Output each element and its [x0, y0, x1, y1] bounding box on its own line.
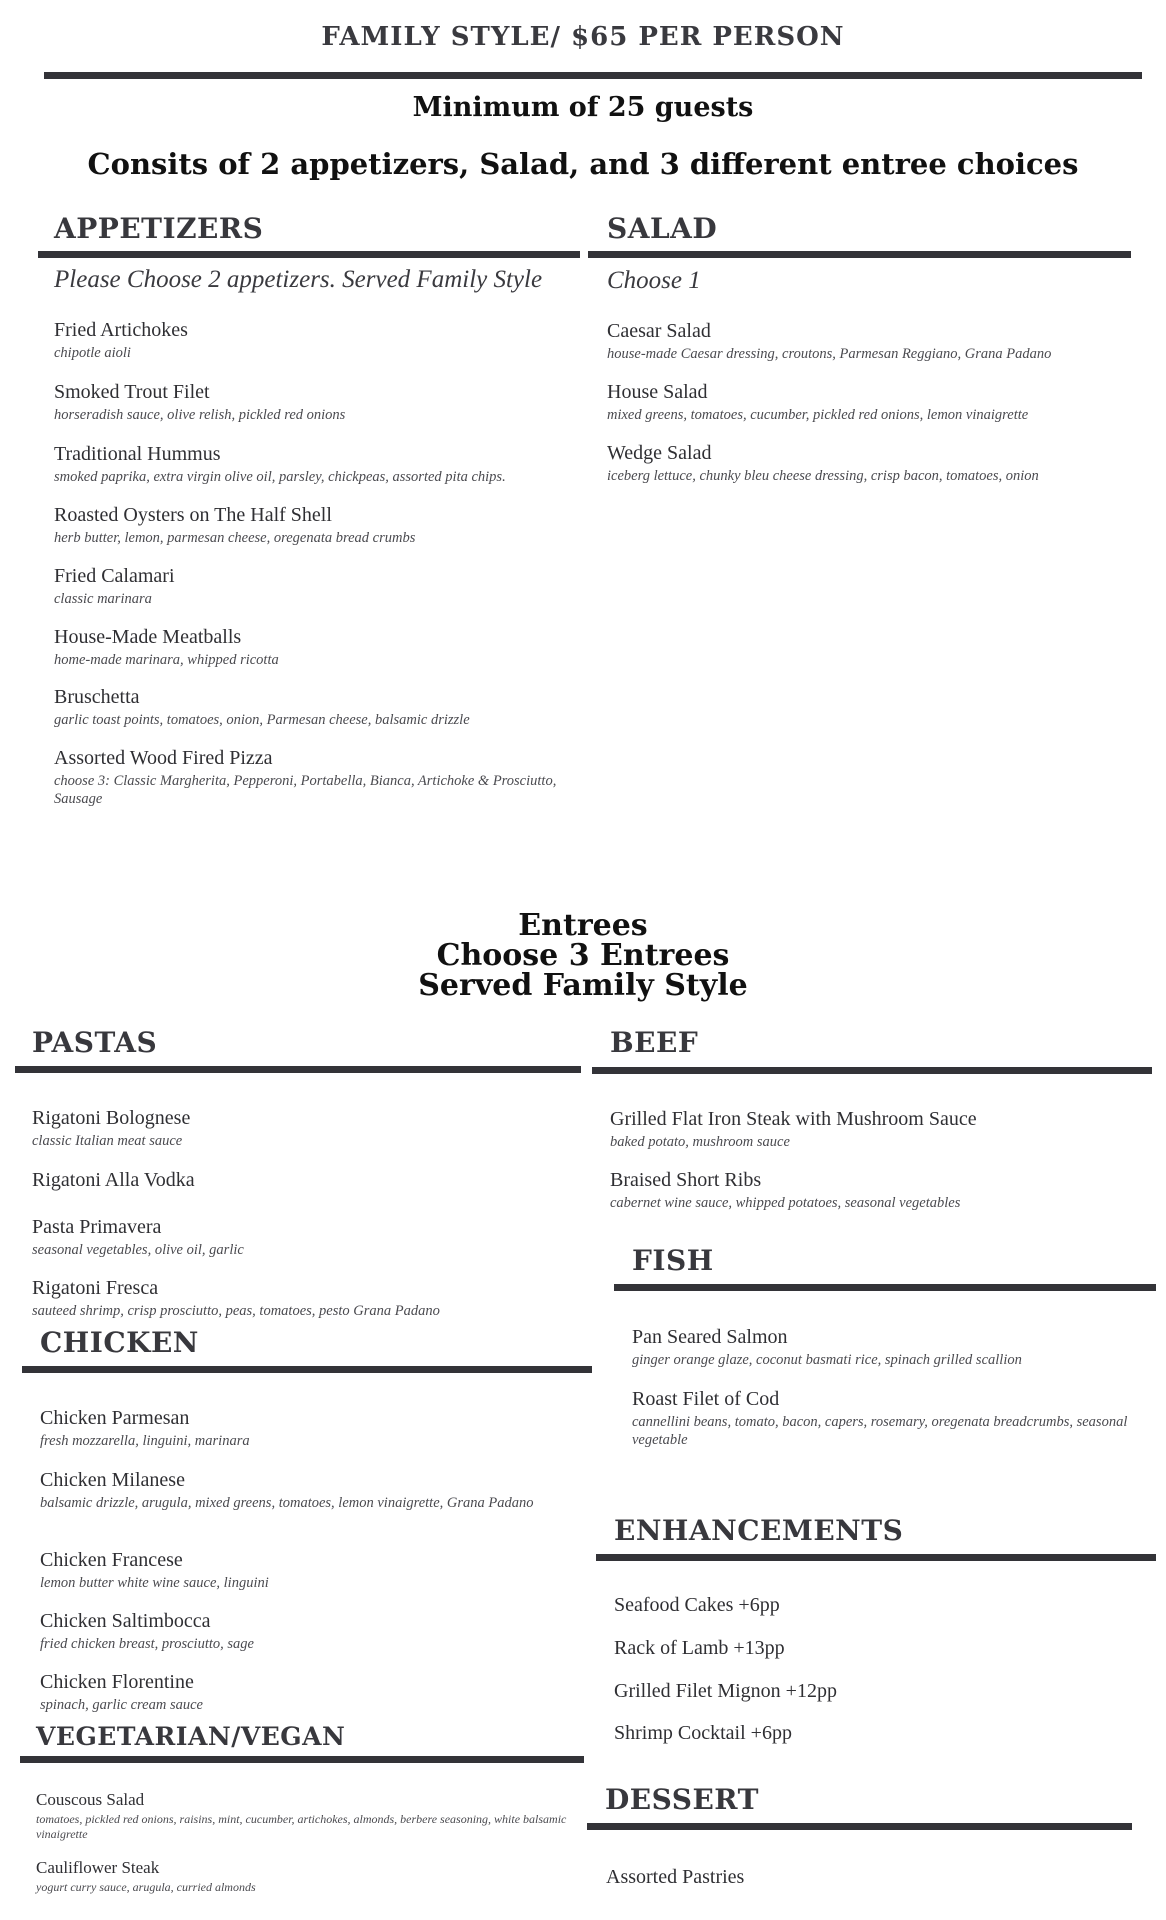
menu-item-description: tomatoes, pickled red onions, raisins, mint, cucumber, artichokes, almonds, berbere seasoning, white balsamic vinaigrette: [36, 1812, 567, 1841]
chicken-heading: CHICKEN: [40, 1326, 199, 1359]
appetizers-menu-item: [54, 625, 574, 669]
vegetarian-menu-item: [36, 1858, 576, 1895]
menu-item-description: chipotle aioli: [54, 345, 131, 361]
salad-menu-item: [607, 380, 1137, 424]
menu-item-name: Seafood Cakes +6pp: [614, 1594, 780, 1616]
entrees-served-note: Served Family Style: [418, 968, 748, 1003]
menu-item-name: Roasted Oysters on The Half Shell: [54, 504, 332, 526]
menu-item-name: Assorted Wood Fired Pizza: [54, 747, 273, 769]
menu-item-name: Assorted Pastries: [606, 1866, 745, 1888]
menu-item-description: cabernet wine sauce, whipped potatoes, seasonal vegetables: [610, 1195, 961, 1211]
beef-divider: [592, 1067, 1152, 1074]
menu-item-description: fresh mozzarella, linguini, marinara: [40, 1433, 250, 1449]
menu-item-name: Rigatoni Alla Vodka: [32, 1169, 195, 1191]
menu-item-name: Bruschetta: [54, 686, 140, 708]
menu-item-name: Chicken Parmesan: [40, 1407, 190, 1429]
appetizers-divider: [38, 251, 580, 258]
entrees-choose-note: Choose 3 Entrees: [436, 938, 730, 973]
appetizers-menu-item: [54, 318, 574, 362]
menu-item-description: mixed greens, tomatoes, cucumber, pickled red onions, lemon vinaigrette: [607, 407, 1029, 423]
menu-item-description: garlic toast points, tomatoes, onion, Parmesan cheese, balsamic drizzle: [54, 712, 470, 728]
salad-divider: [588, 251, 1131, 258]
menu-item-name: Caesar Salad: [607, 320, 711, 342]
appetizers-note: Please Choose 2 appetizers. Served Family Style: [54, 266, 543, 293]
pastas-menu-item: [32, 1276, 572, 1320]
menu-item-name: Chicken Milanese: [40, 1469, 185, 1491]
beef-menu-item: [610, 1168, 1140, 1212]
menu-item-description: lemon butter white wine sauce, linguini: [40, 1575, 269, 1591]
enhancements-heading: ENHANCEMENTS: [614, 1514, 904, 1547]
salad-menu-item: [607, 319, 1137, 363]
appetizers-heading: APPETIZERS: [54, 212, 264, 245]
menu-item-description: seasonal vegetables, olive oil, garlic: [32, 1242, 244, 1258]
pastas-heading: PASTAS: [32, 1026, 158, 1059]
appetizers-menu-item: [54, 503, 574, 547]
chicken-menu-item: [40, 1548, 540, 1592]
entrees-title: Entrees: [518, 908, 648, 943]
appetizers-menu-item: [54, 564, 574, 608]
salad-menu-item: [607, 441, 1137, 485]
vegetarian-heading: VEGETARIAN/VEGAN: [36, 1722, 346, 1751]
menu-item-name: House-Made Meatballs: [54, 626, 242, 648]
enhancements-menu-item: [614, 1720, 1114, 1746]
menu-item-description: horseradish sauce, olive relish, pickled red onions: [54, 407, 346, 423]
menu-item-name: Fried Calamari: [54, 565, 175, 587]
chicken-menu-item: [40, 1609, 540, 1653]
menu-item-name: Rigatoni Bolognese: [32, 1107, 191, 1129]
vegetarian-menu-item: [36, 1790, 576, 1842]
menu-item-name: Chicken Florentine: [40, 1671, 194, 1693]
dessert-divider: [587, 1823, 1132, 1830]
dessert-heading: DESSERT: [605, 1783, 759, 1816]
menu-item-name: Rack of Lamb +13pp: [614, 1637, 785, 1659]
menu-item-description: yogurt curry sauce, arugula, curried almonds: [36, 1880, 256, 1894]
dessert-menu-item: [606, 1864, 1006, 1890]
fish-menu-item: [632, 1387, 1132, 1449]
menu-item-name: Fried Artichokes: [54, 319, 188, 341]
menu-item-name: Roast Filet of Cod: [632, 1388, 780, 1410]
chicken-menu-item: [40, 1670, 540, 1714]
enhancements-divider: [596, 1554, 1156, 1561]
menu-item-name: Braised Short Ribs: [610, 1169, 762, 1191]
menu-item-name: Couscous Salad: [36, 1790, 145, 1809]
menu-item-description: choose 3: Classic Margherita, Pepperoni, Portabella, Bianca, Artichoke & Prosciutto, Sausage: [54, 773, 557, 807]
menu-item-description: smoked paprika, extra virgin olive oil, parsley, chickpeas, assorted pita chips.: [54, 469, 506, 485]
menu-item-description: spinach, garlic cream sauce: [40, 1697, 203, 1713]
menu-item-description: home-made marinara, whipped ricotta: [54, 652, 279, 668]
fish-menu-item: [632, 1325, 1132, 1369]
header-divider: [44, 72, 1142, 79]
menu-item-name: House Salad: [607, 381, 708, 403]
menu-item-description: classic Italian meat sauce: [32, 1133, 183, 1149]
menu-item-description: sauteed shrimp, crisp prosciutto, peas, tomatoes, pesto Grana Padano: [32, 1303, 440, 1319]
chicken-divider: [22, 1366, 592, 1373]
enhancements-menu-item: [614, 1678, 1114, 1704]
menu-item-description: fried chicken breast, prosciutto, sage: [40, 1636, 254, 1652]
pastas-menu-item: [32, 1215, 572, 1259]
menu-item-description: classic marinara: [54, 591, 152, 607]
appetizers-menu-item: [54, 442, 574, 486]
menu-item-name: Grilled Filet Mignon +12pp: [614, 1680, 837, 1702]
menu-item-name: Wedge Salad: [607, 442, 712, 464]
consists-note: Consits of 2 appetizers, Salad, and 3 different entree choices: [87, 147, 1079, 181]
menu-item-description: ginger orange glaze, coconut basmati rice, spinach grilled scallion: [632, 1352, 1022, 1368]
pastas-divider: [15, 1066, 581, 1073]
menu-item-description: iceberg lettuce, chunky bleu cheese dressing, crisp bacon, tomatoes, onion: [607, 468, 1039, 484]
menu-item-name: Pasta Primavera: [32, 1216, 162, 1238]
fish-heading: FISH: [632, 1244, 714, 1277]
beef-menu-item: [610, 1107, 1140, 1151]
menu-item-name: Chicken Saltimbocca: [40, 1610, 211, 1632]
salad-note: Choose 1: [607, 267, 701, 294]
minimum-guests-note: Minimum of 25 guests: [412, 92, 754, 123]
menu-item-name: Shrimp Cocktail +6pp: [614, 1722, 792, 1744]
menu-item-name: Chicken Francese: [40, 1549, 183, 1571]
menu-item-name: Pan Seared Salmon: [632, 1326, 788, 1348]
menu-item-description: cannellini beans, tomato, bacon, capers, rosemary, oregenata breadcrumbs, seasonal vegetable: [632, 1414, 1128, 1448]
chicken-menu-item: [40, 1406, 540, 1450]
pastas-menu-item: [32, 1168, 572, 1192]
vegetarian-divider: [20, 1756, 584, 1763]
menu-item-name: Cauliflower Steak: [36, 1858, 160, 1877]
menu-item-description: balsamic drizzle, arugula, mixed greens, tomatoes, lemon vinaigrette, Grana Padano: [40, 1495, 534, 1511]
menu-item-name: Smoked Trout Filet: [54, 381, 210, 403]
menu-item-name: Grilled Flat Iron Steak with Mushroom Sauce: [610, 1108, 977, 1130]
appetizers-menu-item: [54, 685, 574, 729]
chicken-menu-item: [40, 1468, 540, 1512]
enhancements-menu-item: [614, 1592, 1114, 1618]
menu-item-description: herb butter, lemon, parmesan cheese, oregenata bread crumbs: [54, 530, 416, 546]
appetizers-menu-item: [54, 746, 574, 808]
menu-title: FAMILY STYLE/ $65 PER PERSON: [321, 22, 845, 52]
menu-item-name: Traditional Hummus: [54, 443, 221, 465]
menu-item-description: house-made Caesar dressing, croutons, Parmesan Reggiano, Grana Padano: [607, 346, 1052, 362]
appetizers-menu-item: [54, 380, 574, 424]
pastas-menu-item: [32, 1106, 572, 1150]
beef-heading: BEEF: [610, 1026, 699, 1059]
enhancements-menu-item: [614, 1635, 1114, 1661]
menu-item-name: Rigatoni Fresca: [32, 1277, 159, 1299]
salad-heading: SALAD: [607, 212, 718, 245]
fish-divider: [614, 1284, 1156, 1291]
menu-item-description: baked potato, mushroom sauce: [610, 1134, 790, 1150]
